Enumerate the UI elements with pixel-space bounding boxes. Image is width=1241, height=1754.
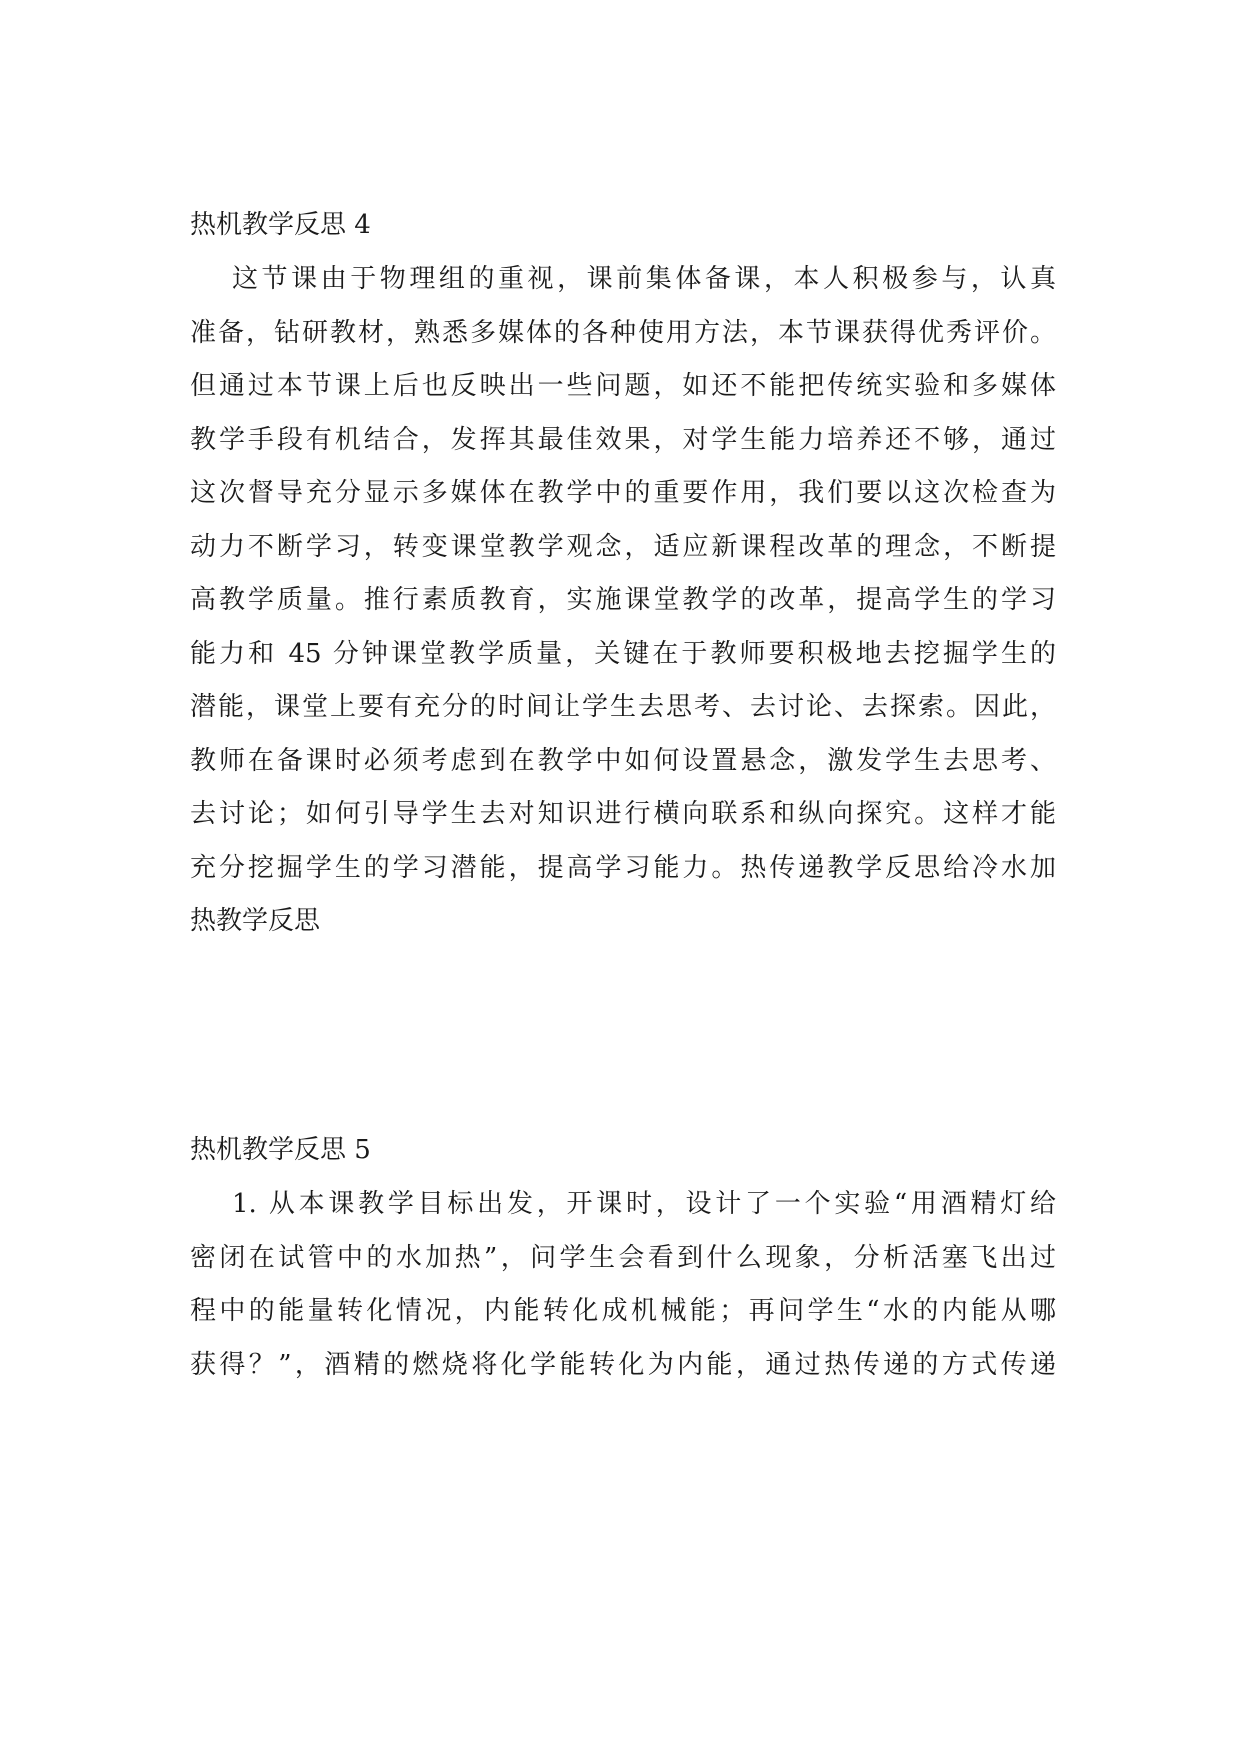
paragraph-line: 热教学反思 — [190, 906, 321, 936]
paragraph-line: 这节课由于物理组的重视，课前集体备课，本人积极参与，认真 — [232, 264, 1056, 294]
paragraph-line: 高教学质量。推行素质教育，实施课堂教学的改革，提高学生的学习 — [190, 585, 1056, 615]
paragraph-line: 动力不断学习，转变课堂教学观念，适应新课程改革的理念，不断提 — [190, 531, 1056, 562]
paragraph-line: 潜能，课堂上要有充分的时间让学生去思考、去讨论、去探索。因此， — [190, 692, 1056, 722]
paragraph-line: 教师在备课时必须考虑到在教学中如何设置悬念，激发学生去思考、 — [190, 745, 1056, 776]
paragraph-line: 能力和 45 分钟课堂教学质量，关键在于教师要积极地去挖掘学生的 — [190, 638, 1056, 669]
section-4-paragraph — [190, 253, 1056, 949]
paragraph-line: 教学手段有机结合，发挥其最佳效果，对学生能力培养还不够，通过 — [190, 424, 1056, 455]
section-5-paragraph — [190, 1178, 1056, 1392]
section-heading-4: 热机教学反思 4 — [190, 210, 371, 240]
paragraph-line: 但通过本节课上后也反映出一些问题，如还不能把传统实验和多媒体 — [190, 371, 1056, 401]
section-heading-5: 热机教学反思 5 — [190, 1135, 371, 1165]
paragraph-line: 去讨论；如何引导学生去对知识进行横向联系和纵向探究。这样才能 — [190, 799, 1056, 829]
paragraph-line: 这次督导充分显示多媒体在教学中的重要作用，我们要以这次检查为 — [190, 478, 1056, 508]
paragraph-line: 程中的能量转化情况，内能转化成机械能；再问学生“水的内能从哪 — [190, 1296, 1056, 1326]
paragraph-line: 1. 从本课教学目标出发，开课时，设计了一个实验“用酒精灯给 — [232, 1189, 1056, 1219]
paragraph-line: 密闭在试管中的水加热”，问学生会看到什么现象，分析活塞飞出过 — [190, 1242, 1056, 1273]
paragraph-line: 获得？”，酒精的燃烧将化学能转化为内能，通过热传递的方式传递 — [190, 1349, 1056, 1380]
paragraph-line: 准备，钻研教材，熟悉多媒体的各种使用方法，本节课获得优秀评价。 — [190, 317, 1056, 348]
paragraph-line: 充分挖掘学生的学习潜能，提高学习能力。热传递教学反思给冷水加 — [190, 852, 1056, 883]
